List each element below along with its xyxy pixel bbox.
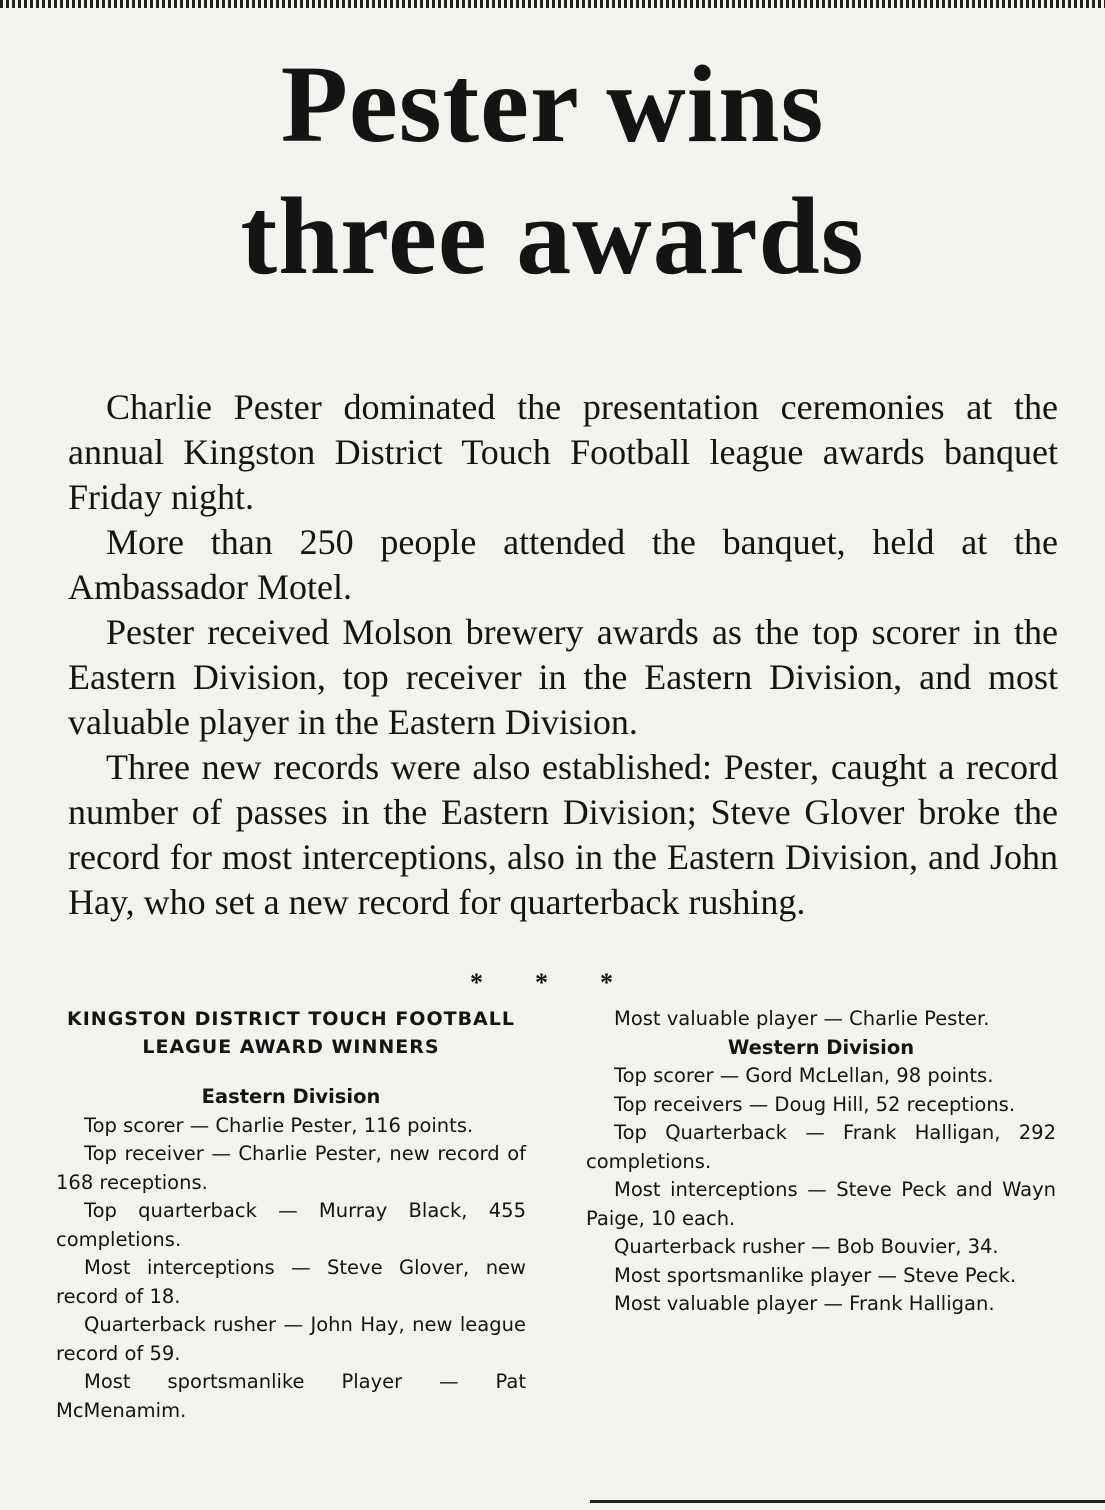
winners-header: KINGSTON DISTRICT TOUCH FOOTBALL LEAGUE AWARD WINNERS	[67, 1008, 515, 1058]
bottom-border-rule	[590, 1500, 1105, 1503]
award-entry: Top receivers — Doug Hill, 52 receptions.	[614, 1092, 1016, 1116]
award-entry: Top Quarterback — Frank Halligan, 292 completions.	[586, 1121, 1056, 1173]
award-entry: Quarterback rusher — John Hay, new league record of 59.	[56, 1313, 526, 1365]
article-paragraph: More than 250 people attended the banquet, held at the Ambassador Motel.	[68, 522, 1058, 607]
headline	[0, 38, 1105, 302]
spacer	[56, 1061, 526, 1083]
award-entry: Top scorer — Gord McLellan, 98 points.	[614, 1064, 994, 1087]
top-border-rule	[0, 0, 1105, 8]
winners-left-column	[56, 1005, 526, 1425]
award-entry: Top scorer — Charlie Pester, 116 points.	[84, 1113, 474, 1137]
award-entry: Quarterback rusher — Bob Bouvier, 34.	[614, 1235, 999, 1258]
award-entry: Most valuable player — Charlie Pester.	[614, 1007, 990, 1030]
award-entry: Top quarterback — Murray Black, 455 completions.	[56, 1199, 526, 1251]
article-body	[68, 385, 1058, 925]
award-entry: Most sportsmanlike Player — Pat McMenamim.	[56, 1370, 526, 1422]
award-entry: Most valuable player — Frank Halligan.	[614, 1292, 995, 1315]
article-paragraph: Three new records were also established: Pester, caught a record number of passes in the Eastern Division; Steve Glover broke the record for most interceptions, also in the Eastern Division, and John Hay, who set a new record for quarterback rushing.	[68, 747, 1058, 922]
section-separator: ***	[470, 968, 665, 997]
award-entry: Most interceptions — Steve Peck and Wayn Paige, 10 each.	[586, 1178, 1056, 1230]
winners-right-column	[586, 1005, 1056, 1319]
western-division-title: Western Division	[727, 1035, 915, 1059]
headline-line-1: Pester wins	[280, 43, 825, 165]
eastern-division-title: Eastern Division	[201, 1085, 381, 1108]
headline-line-2: three awards	[240, 175, 865, 297]
article-paragraph: Pester received Molson brewery awards as the top scorer in the Eastern Division, top receiver in the Eastern Division, and most valuable player in the Eastern Division.	[68, 612, 1058, 742]
award-entry: Most sportsmanlike player — Steve Peck.	[614, 1263, 1017, 1287]
award-entry: Top receiver — Charlie Pester, new record of 168 receptions.	[56, 1142, 526, 1194]
article-paragraph: Charlie Pester dominated the presentation ceremonies at the annual Kingston District Touch Football league awards banquet Friday night.	[68, 387, 1058, 517]
award-entry: Most interceptions — Steve Glover, new record of 18.	[56, 1256, 526, 1308]
